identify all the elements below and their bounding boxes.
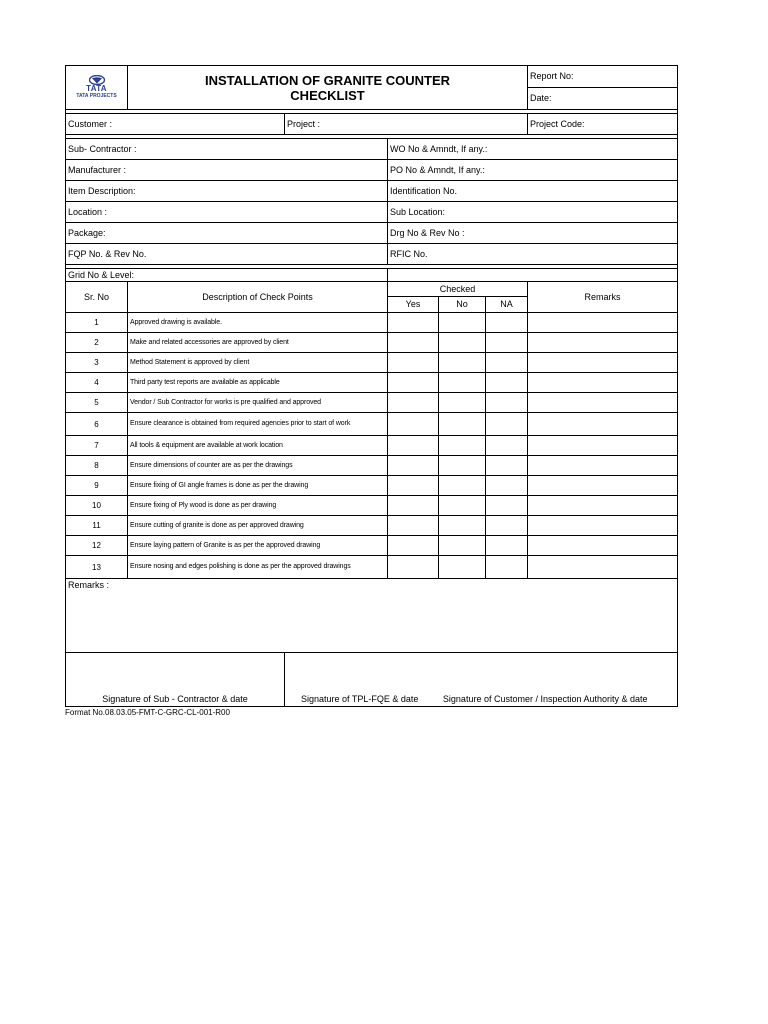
row-description: Ensure clearance is obtained from required agencies prior to start of work: [128, 413, 388, 436]
row-yes-cell[interactable]: [388, 456, 439, 476]
project-code-field[interactable]: Project Code:: [528, 114, 678, 135]
row-sr-no: 10: [66, 496, 128, 516]
row-na-cell[interactable]: [486, 496, 528, 516]
row-remarks-cell[interactable]: [528, 516, 678, 536]
row-sr-no: 4: [66, 373, 128, 393]
table-row: [66, 353, 678, 373]
col-sr-no: Sr. No: [66, 282, 128, 313]
table-row: [66, 373, 678, 393]
row-sr-no: 11: [66, 516, 128, 536]
customer-field[interactable]: Customer :: [66, 114, 285, 135]
title-line-1: INSTALLATION OF GRANITE COUNTER: [204, 72, 451, 88]
remarks-box[interactable]: [66, 579, 678, 653]
row-no-cell[interactable]: [439, 393, 486, 413]
row-yes-cell[interactable]: [388, 536, 439, 556]
row-yes-cell[interactable]: [388, 496, 439, 516]
row-sr-no: 6: [66, 413, 128, 436]
grid-no-value[interactable]: [388, 269, 678, 282]
manufacturer-field[interactable]: Manufacturer :: [66, 160, 388, 181]
row-no-cell[interactable]: [439, 373, 486, 393]
location-field[interactable]: Location :: [66, 202, 388, 223]
signature-sub-contractor[interactable]: [66, 653, 285, 707]
page-title: [128, 66, 528, 110]
row-description: Vendor / Sub Contractor for works is pre qualified and approved: [128, 393, 388, 413]
row-description: Make and related accessories are approved by client: [128, 333, 388, 353]
row-yes-cell[interactable]: [388, 556, 439, 579]
row-remarks-cell[interactable]: [528, 476, 678, 496]
row-yes-cell[interactable]: [388, 353, 439, 373]
row-yes-cell[interactable]: [388, 373, 439, 393]
table-row: [66, 456, 678, 476]
row-no-cell[interactable]: [439, 436, 486, 456]
table-row: [66, 436, 678, 456]
row-sr-no: 8: [66, 456, 128, 476]
col-no: No: [439, 297, 486, 313]
row-remarks-cell[interactable]: [528, 536, 678, 556]
table-row: [66, 393, 678, 413]
row-sr-no: 3: [66, 353, 128, 373]
row-no-cell[interactable]: [439, 313, 486, 333]
signature-customer-label: Signature of Customer / Inspection Authority & date: [442, 694, 648, 704]
row-no-cell[interactable]: [439, 413, 486, 436]
logo-brand: TATA: [86, 84, 107, 93]
row-yes-cell[interactable]: [388, 516, 439, 536]
row-no-cell[interactable]: [439, 556, 486, 579]
row-no-cell[interactable]: [439, 353, 486, 373]
po-no-field[interactable]: PO No & Amndt, If any.:: [388, 160, 678, 181]
row-remarks-cell[interactable]: [528, 496, 678, 516]
sub-contractor-field[interactable]: Sub- Contractor :: [66, 139, 388, 160]
row-na-cell[interactable]: [486, 436, 528, 456]
signature-area[interactable]: [285, 653, 678, 707]
row-description: Ensure laying pattern of Granite is as per the approved drawing: [128, 536, 388, 556]
title-line-2: CHECKLIST: [290, 87, 365, 103]
grid-no-field[interactable]: Grid No & Level:: [66, 269, 388, 282]
row-description: Ensure dimensions of counter are as per the drawings: [128, 456, 388, 476]
row-na-cell[interactable]: [486, 393, 528, 413]
info-table: [65, 113, 678, 139]
row-na-cell[interactable]: [486, 536, 528, 556]
row-na-cell[interactable]: [486, 373, 528, 393]
row-description: Ensure fixing of Ply wood is done as per drawing: [128, 496, 388, 516]
row-yes-cell[interactable]: [388, 333, 439, 353]
row-description: Ensure nosing and edges polishing is done as per the approved drawings: [128, 556, 388, 579]
row-na-cell[interactable]: [486, 353, 528, 373]
package-field[interactable]: Package:: [66, 223, 388, 244]
row-remarks-cell[interactable]: [528, 353, 678, 373]
row-sr-no: 13: [66, 556, 128, 579]
remarks-label: Remarks :: [68, 580, 110, 590]
identification-no-field[interactable]: Identification No.: [388, 181, 678, 202]
row-na-cell[interactable]: [486, 516, 528, 536]
row-na-cell[interactable]: [486, 313, 528, 333]
row-description: All tools & equipment are available at work location: [128, 436, 388, 456]
table-row: [66, 536, 678, 556]
signature-table: [65, 652, 678, 707]
date-field[interactable]: Date:: [528, 88, 678, 110]
logo-cell: [66, 66, 128, 110]
table-row: [66, 413, 678, 436]
check-rows: [66, 313, 678, 579]
project-field[interactable]: Project :: [285, 114, 528, 135]
table-row: [66, 556, 678, 579]
row-yes-cell[interactable]: [388, 393, 439, 413]
item-description-field[interactable]: Item Description:: [66, 181, 388, 202]
col-na: NA: [486, 297, 528, 313]
details-table: [65, 138, 678, 282]
table-row: [66, 333, 678, 353]
row-yes-cell[interactable]: [388, 476, 439, 496]
row-na-cell[interactable]: [486, 476, 528, 496]
checklist-table: [65, 281, 678, 653]
table-row: [66, 476, 678, 496]
row-remarks-cell[interactable]: [528, 393, 678, 413]
fqp-no-field[interactable]: FQP No. & Rev No.: [66, 244, 388, 265]
header-table: [65, 65, 678, 114]
table-row: [66, 313, 678, 333]
row-no-cell[interactable]: [439, 516, 486, 536]
row-description: Ensure fixing of GI angle frames is done as per the drawing: [128, 476, 388, 496]
table-row: [66, 496, 678, 516]
row-remarks-cell[interactable]: [528, 413, 678, 436]
row-sr-no: 9: [66, 476, 128, 496]
row-sr-no: 2: [66, 333, 128, 353]
tata-logo: [66, 68, 127, 108]
row-remarks-cell[interactable]: [528, 436, 678, 456]
col-checked: Checked: [388, 282, 528, 297]
row-na-cell[interactable]: [486, 333, 528, 353]
row-yes-cell[interactable]: [388, 413, 439, 436]
col-yes: Yes: [388, 297, 439, 313]
row-description: Approved drawing is available.: [128, 313, 388, 333]
row-remarks-cell[interactable]: [528, 313, 678, 333]
row-remarks-cell[interactable]: [528, 333, 678, 353]
rfic-no-field[interactable]: RFIC No.: [388, 244, 678, 265]
wo-no-field[interactable]: WO No & Amndt, If any.:: [388, 139, 678, 160]
row-sr-no: 7: [66, 436, 128, 456]
row-description: Ensure cutting of granite is done as per approved drawing: [128, 516, 388, 536]
row-sr-no: 5: [66, 393, 128, 413]
col-description: Description of Check Points: [128, 282, 388, 313]
signature-sub-contractor-label: Signature of Sub - Contractor & date: [102, 694, 248, 704]
sub-location-field[interactable]: Sub Location:: [388, 202, 678, 223]
row-no-cell[interactable]: [439, 456, 486, 476]
row-yes-cell[interactable]: [388, 313, 439, 333]
row-remarks-cell[interactable]: [528, 456, 678, 476]
checklist-sheet: [65, 65, 677, 717]
row-remarks-cell[interactable]: [528, 556, 678, 579]
row-na-cell[interactable]: [486, 413, 528, 436]
drg-no-field[interactable]: Drg No & Rev No :: [388, 223, 678, 244]
row-no-cell[interactable]: [439, 496, 486, 516]
row-sr-no: 1: [66, 313, 128, 333]
format-number: Format No.08.03.05-FMT-C-GRC-CL-001-R00: [65, 708, 230, 717]
table-row: [66, 516, 678, 536]
row-na-cell[interactable]: [486, 456, 528, 476]
row-description: Method Statement is approved by client: [128, 353, 388, 373]
signature-tpl-fqe-label: Signature of TPL-FQE & date: [301, 694, 419, 704]
row-no-cell[interactable]: [439, 476, 486, 496]
row-description: Third party test reports are available as applicable: [128, 373, 388, 393]
row-na-cell[interactable]: [486, 556, 528, 579]
report-no-field[interactable]: Report No:: [528, 66, 678, 88]
row-sr-no: 12: [66, 536, 128, 556]
row-remarks-cell[interactable]: [528, 373, 678, 393]
col-remarks: Remarks: [528, 282, 678, 313]
logo-subtitle: TATA PROJECTS: [76, 93, 117, 99]
row-yes-cell[interactable]: [388, 436, 439, 456]
row-no-cell[interactable]: [439, 333, 486, 353]
row-no-cell[interactable]: [439, 536, 486, 556]
